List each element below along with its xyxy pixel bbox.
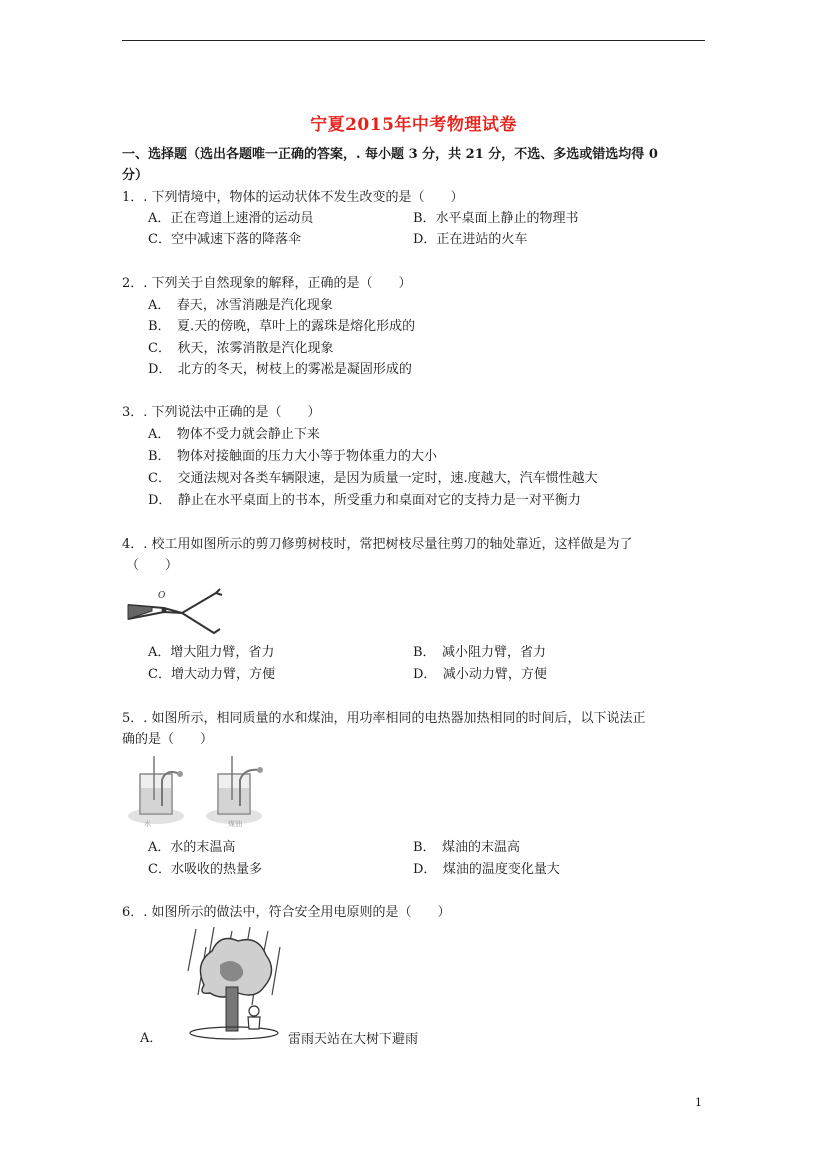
page-number: 1 [695, 1096, 702, 1109]
scissors-figure [124, 585, 228, 637]
question-1-option-c: C．空中减速下落的降落伞 [148, 232, 301, 247]
svg-text:水: 水 [144, 820, 151, 828]
question-4-option-a: A．增大阻力臂，省力 [148, 645, 275, 660]
svg-text:煤油: 煤油 [228, 820, 242, 828]
question-4-option-d: D． 减小动力臂，方便 [413, 667, 547, 682]
section-header-line1: 一、选择题（选出各题唯一正确的答案，. 每小题 3 分，共 21 分，不选、多选或错选均得 0 [122, 147, 658, 162]
question-4-option-c: C．增大动力臂，方便 [148, 667, 275, 682]
question-1-option-b: B．水平桌面上静止的物理书 [413, 211, 579, 226]
question-3-option-d: D． 静止在水平桌面上的书本，所受重力和桌面对它的支持力是一对平衡力 [148, 493, 581, 508]
question-6-stem: 6．. 如图所示的做法中，符合安全用电原则的是（ ） [122, 905, 451, 920]
question-2-option-d: D． 北方的冬天，树枝上的雾凇是凝固形成的 [148, 362, 412, 377]
question-2-option-b: B． 夏.天的傍晚，草叶上的露珠是熔化形成的 [148, 319, 416, 334]
question-5-option-c: C．水吸收的热量多 [148, 862, 262, 877]
question-3-option-c: C． 交通法规对各类车辆限速，是因为质量一定时，速.度越大，汽车惯性越大 [148, 471, 598, 486]
tree-rain-figure [186, 925, 284, 1043]
question-4-stem: 4．. 校工用如图所示的剪刀修剪树枝时，常把树枝尽量往剪刀的轴处靠近，这样做是为了 [122, 537, 633, 552]
page-title: 宁夏2015年中考物理试卷 [310, 115, 517, 135]
section-header-line2: 分） [122, 168, 149, 183]
question-2-stem: 2．. 下列关于自然现象的解释，正确的是（ ） [122, 276, 412, 291]
question-5-stem: 5．. 如图所示，相同质量的水和煤油，用功率相同的电热器加热相同的时间后，以下说法正 [122, 711, 646, 726]
question-5-option-b: B． 煤油的末温高 [413, 840, 521, 855]
question-5-stem-cont: 确的是（ ） [122, 732, 214, 747]
question-3-option-a: A． 物体不受力就会静止下来 [148, 427, 320, 442]
question-5-option-a: A．水的末温高 [148, 840, 236, 855]
question-6-option-a-text: 雷雨天站在大树下避雨 [288, 1032, 419, 1047]
question-3-option-b: B． 物体对接触面的压力大小等于物体重力的大小 [148, 449, 438, 464]
question-2-option-c: C． 秋天，浓雾消散是汽化现象 [148, 341, 334, 356]
question-4-stem-cont: （ ） [126, 558, 179, 573]
pivot-label: O [158, 591, 166, 601]
question-2-option-a: A． 春天，冰雪消融是汽化现象 [148, 298, 333, 313]
question-3-stem: 3．. 下列说法中正确的是（ ） [122, 405, 321, 420]
header-rule [122, 40, 705, 41]
question-1-stem: 1．. 下列情境中，物体的运动状体不发生改变的是（ ） [122, 190, 464, 205]
beakers-figure [124, 750, 270, 830]
question-4-option-b: B． 减小阻力臂，省力 [413, 645, 547, 660]
question-6-option-a-label: A． [140, 1031, 163, 1046]
question-1-option-d: D．正在进站的火车 [413, 232, 528, 247]
question-1-option-a: A．正在弯道上速滑的运动员 [148, 211, 314, 226]
question-5-option-d: D． 煤油的温度变化量大 [413, 862, 560, 877]
